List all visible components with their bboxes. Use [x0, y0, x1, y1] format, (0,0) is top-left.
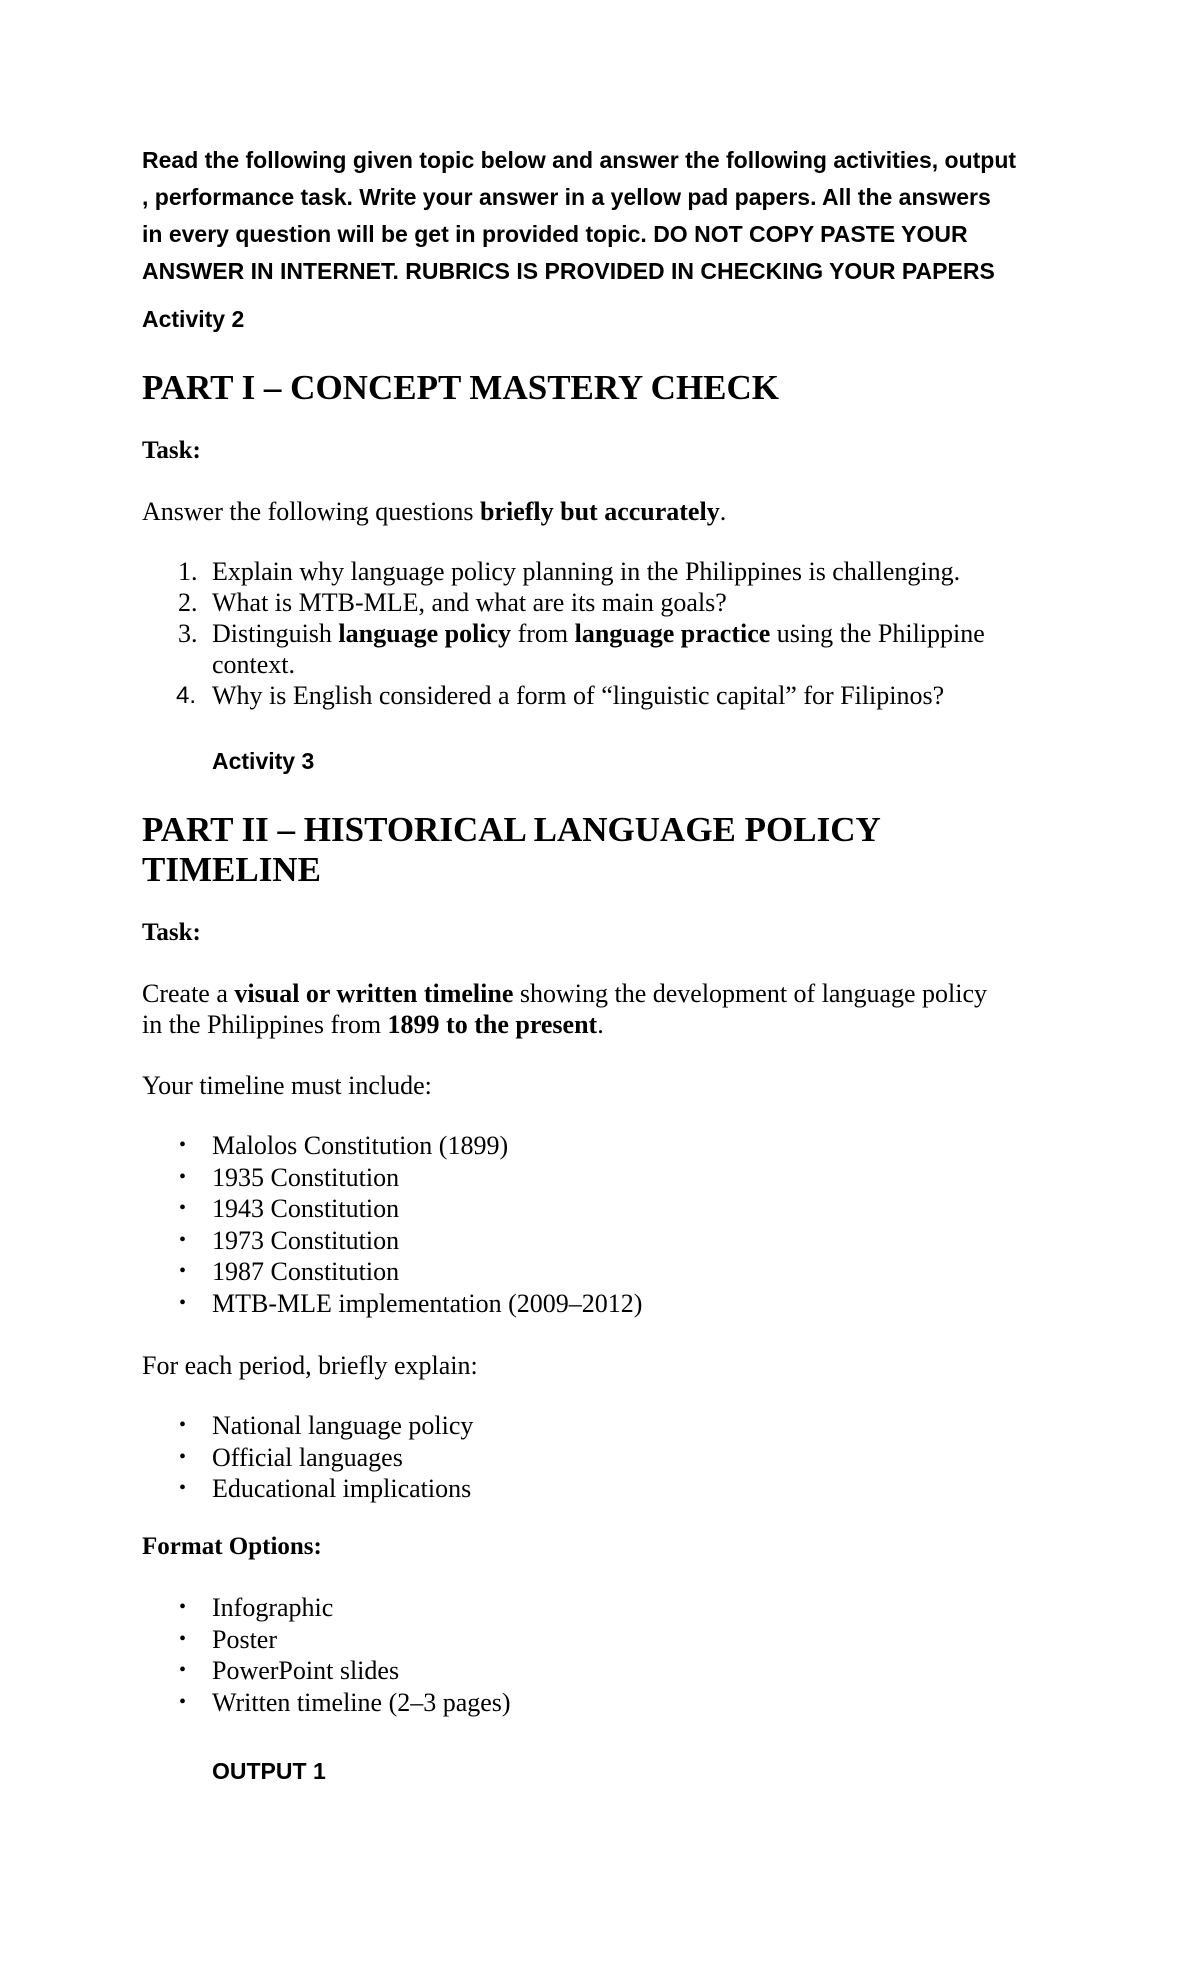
question-item: [142, 680, 985, 711]
question-emphasis: language practice: [574, 619, 771, 648]
intro-line: Read the following given topic below and answer the following activities, output: [142, 147, 1017, 173]
question-text-part: Distinguish: [212, 619, 339, 648]
part-1-question-list: [142, 556, 985, 711]
list-item-text: 1943 Constitution: [212, 1194, 400, 1223]
list-item: [142, 1256, 642, 1288]
list-item-text: PowerPoint slides: [212, 1656, 400, 1685]
activity-2-label: Activity 2: [142, 306, 245, 332]
part-2-heading: [142, 810, 881, 890]
question-number: 3.: [178, 619, 198, 648]
question-emphasis: language policy: [338, 619, 512, 648]
list-item-text: 1987 Constitution: [212, 1257, 400, 1286]
bullet-icon: •: [179, 1291, 187, 1314]
format-options-label: Format Options:: [142, 1533, 322, 1560]
list-item-text: Official languages: [212, 1442, 403, 1472]
instruction-text: .: [719, 497, 727, 526]
intro-line: ANSWER IN INTERNET. RUBRICS IS PROVIDED IN CHECKING YOUR PAPERS: [142, 258, 995, 284]
question-text-part: from: [511, 619, 575, 648]
instruction-emphasis: 1899 to the present: [387, 1010, 598, 1039]
bullet-icon: •: [179, 1690, 187, 1713]
part-1-task-label: Task:: [142, 437, 201, 464]
bullet-icon: •: [179, 1627, 187, 1650]
bullet-icon: •: [179, 1228, 187, 1251]
output-1-label: OUTPUT 1: [212, 1758, 326, 1784]
bullet-icon: •: [179, 1197, 187, 1219]
list-item-text: 1935 Constitution: [212, 1162, 400, 1192]
list-item-text: Malolos Constitution (1899): [212, 1131, 509, 1160]
must-include-label: Your timeline must include:: [142, 1071, 432, 1100]
part-2-heading-line: TIMELINE: [142, 850, 321, 889]
bullet-icon: •: [179, 1445, 187, 1468]
list-item-text: Written timeline (2–3 pages): [212, 1687, 511, 1717]
part-2-task-label: Task:: [142, 919, 201, 946]
explain-list: [142, 1410, 473, 1505]
question-number: 2.: [178, 588, 198, 617]
question-text-continued: context.: [212, 650, 296, 679]
instruction-text: Create a: [142, 979, 235, 1008]
question-number: 1.: [178, 557, 198, 586]
bullet-icon: •: [179, 1165, 187, 1188]
list-item-text: Poster: [212, 1624, 277, 1654]
instruction-emphasis: briefly but accurately: [479, 497, 720, 526]
instruction-text: .: [597, 1010, 604, 1039]
bullet-icon: •: [179, 1477, 187, 1499]
list-item: [142, 1592, 511, 1624]
list-item: [142, 1624, 511, 1656]
question-text: Why is English considered a form of “linguistic capital” for Filipinos?: [212, 681, 945, 710]
question-text: What is MTB-MLE, and what are its main goals?: [212, 588, 727, 617]
part-2-heading-line: PART II – HISTORICAL LANGUAGE POLICY: [142, 810, 881, 849]
list-item: [142, 1473, 473, 1505]
bullet-icon: •: [179, 1414, 187, 1436]
part-1-heading: PART I – CONCEPT MASTERY CHECK: [142, 368, 780, 407]
list-item: [142, 1687, 511, 1719]
instruction-text: Answer the following questions: [142, 497, 480, 526]
format-options-list: [142, 1592, 511, 1718]
question-text: Explain why language policy planning in the Philippines is challenging.: [212, 557, 961, 586]
activity-3-label: Activity 3: [212, 748, 315, 774]
list-item: [142, 1442, 473, 1474]
list-item: [142, 1288, 642, 1320]
instruction-line: [142, 978, 987, 1009]
part-1-instruction: [142, 496, 726, 527]
bullet-icon: •: [179, 1596, 187, 1618]
list-item: [142, 1655, 511, 1687]
bullet-icon: •: [179, 1659, 187, 1681]
instruction-text: showing the development of language policy: [513, 979, 988, 1008]
intro-line: , performance task. Write your answer in a yellow pad papers. All the answers: [142, 184, 991, 210]
part-2-instruction: [142, 978, 987, 1040]
bullet-icon: •: [179, 1260, 187, 1282]
list-item: [142, 1130, 642, 1162]
list-item-text: Infographic: [212, 1593, 334, 1622]
intro-instructions: [142, 142, 1082, 290]
list-item-text: MTB-MLE implementation (2009–2012): [212, 1288, 643, 1318]
question-number: 4.: [176, 682, 197, 709]
question-item: [142, 618, 985, 680]
question-item: [142, 587, 985, 618]
instruction-line: [142, 1009, 987, 1040]
list-item-text: 1973 Constitution: [212, 1225, 400, 1255]
question-text: [212, 618, 985, 649]
intro-line: in every question will be get in provided topic. DO NOT COPY PASTE YOUR: [142, 221, 968, 247]
list-item-text: Educational implications: [212, 1474, 472, 1503]
explain-label: For each period, briefly explain:: [142, 1351, 478, 1380]
list-item: [142, 1162, 642, 1194]
question-item: [142, 556, 985, 587]
instruction-emphasis: visual or written timeline: [234, 979, 514, 1008]
list-item: [142, 1225, 642, 1257]
bullet-icon: •: [179, 1134, 187, 1156]
list-item: [142, 1410, 473, 1442]
instruction-text: in the Philippines from: [142, 1010, 388, 1039]
list-item: [142, 1193, 642, 1225]
question-text-part: using the Philippine: [770, 619, 985, 648]
list-item-text: National language policy: [212, 1411, 474, 1440]
must-include-list: [142, 1130, 642, 1319]
